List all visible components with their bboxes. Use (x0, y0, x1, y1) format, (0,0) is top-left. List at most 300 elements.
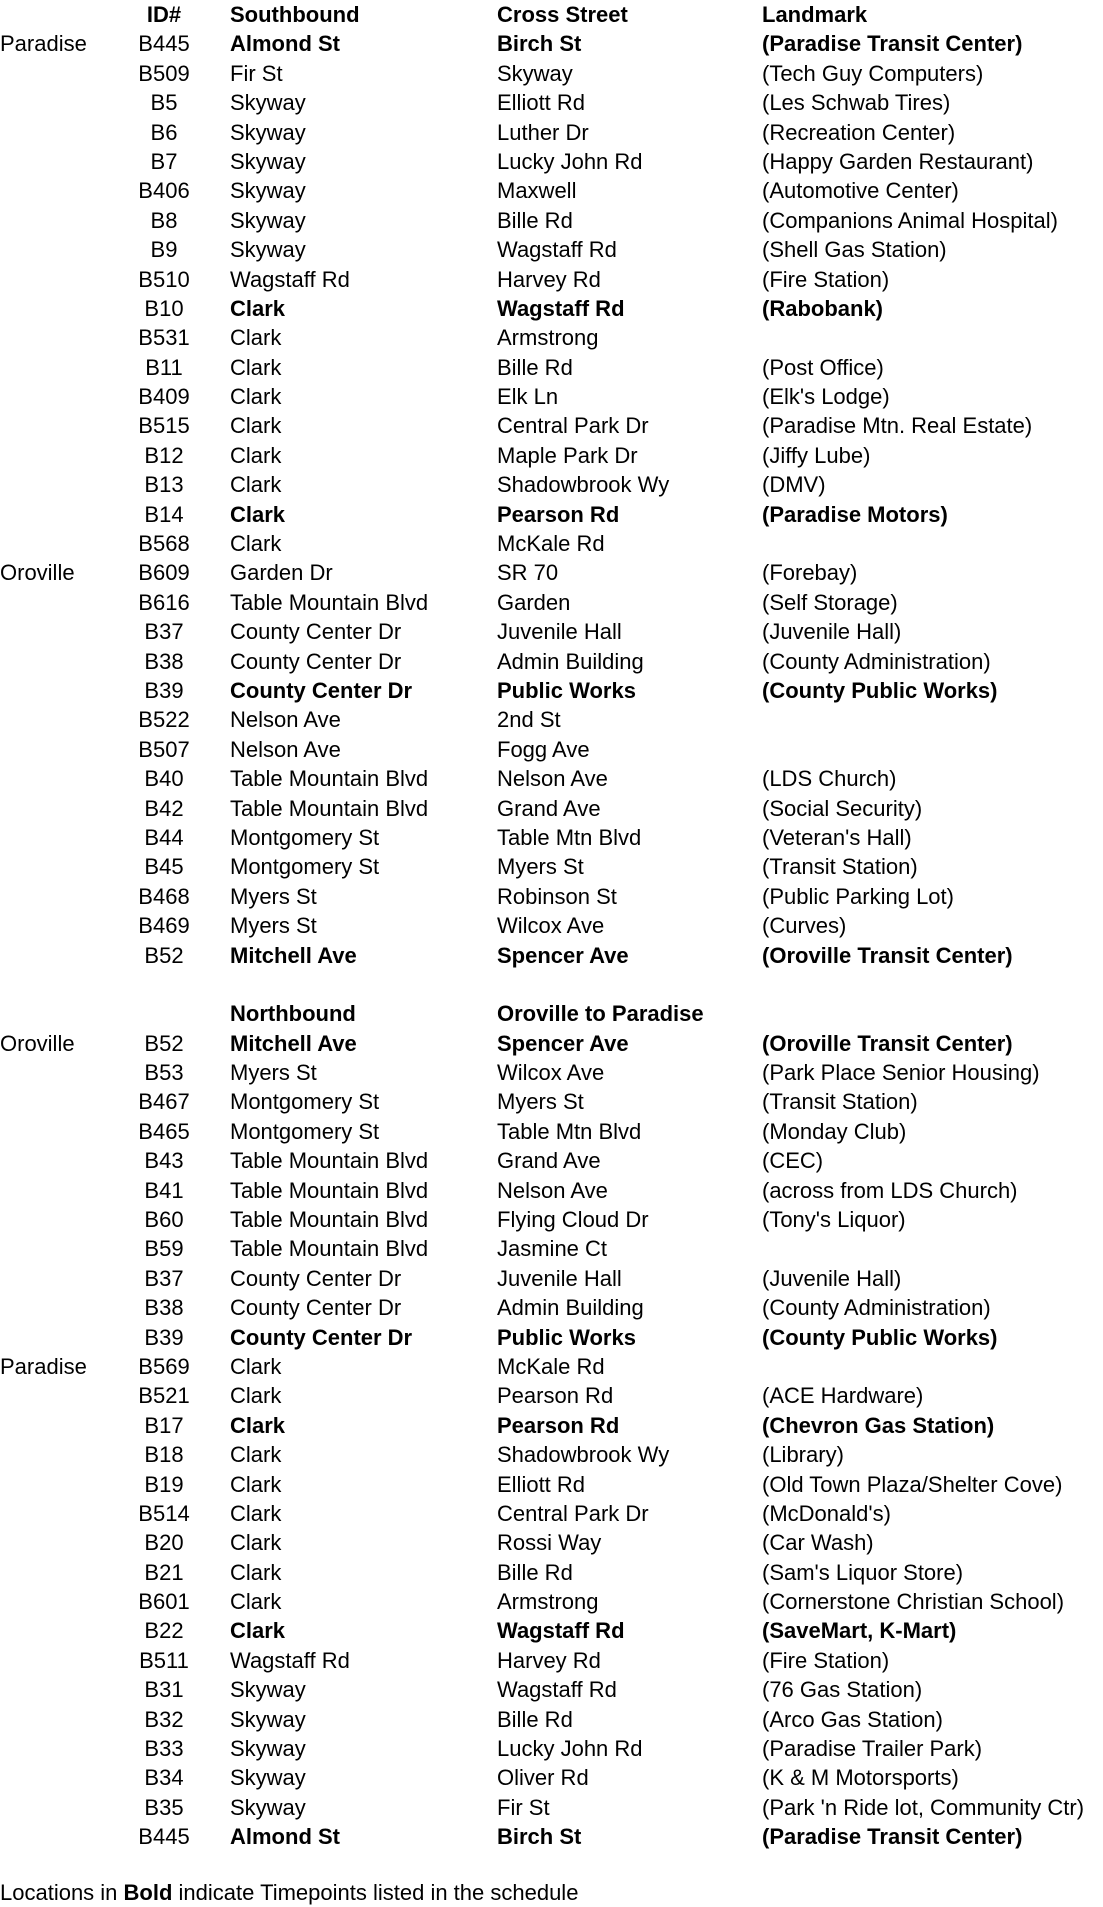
stop-row (0, 558, 1103, 587)
southbound-header: Southbound (230, 2, 360, 27)
cross-street-header: Cross Street (497, 2, 628, 27)
stop-row (0, 1822, 1103, 1851)
landmark: (Happy Garden Restaurant) (762, 148, 1034, 174)
stop-id: B33 (144, 1736, 184, 1762)
stop-id: B18 (144, 1442, 184, 1468)
stop-row (0, 1763, 1103, 1792)
stop-id: B34 (144, 1765, 184, 1791)
street-name: Clark (230, 1383, 282, 1409)
landmark: (Shell Gas Station) (762, 237, 947, 263)
street-name: Skyway (230, 237, 306, 263)
stop-id: B616 (138, 589, 190, 615)
cross-street: Fir St (497, 1794, 550, 1820)
stop-id: B22 (144, 1618, 184, 1644)
landmark: (Tony's Liquor) (762, 1207, 906, 1233)
cross-street: Grand Ave (497, 1148, 601, 1174)
stop-id: B41 (144, 1177, 184, 1203)
street-name: Table Mountain Blvd (230, 1207, 429, 1233)
stop-row (0, 323, 1103, 352)
cross-street: Wagstaff Rd (497, 295, 625, 321)
landmark: (Paradise Mtn. Real Estate) (762, 413, 1033, 439)
stop-id: B32 (144, 1706, 184, 1732)
cross-street: Birch St (497, 31, 582, 57)
street-name: Clark (230, 1530, 282, 1556)
stop-id: B38 (144, 1295, 184, 1321)
street-name: Clark (230, 442, 282, 468)
stop-id: B511 (139, 1647, 189, 1673)
stop-id: B40 (144, 766, 184, 792)
landmark: (Cornerstone Christian School) (762, 1589, 1065, 1615)
street-name: Skyway (230, 1765, 306, 1791)
street-name: Myers St (230, 1060, 317, 1086)
stop-id: B568 (138, 531, 190, 557)
cross-street: Myers St (497, 1089, 584, 1115)
stop-row (0, 500, 1103, 529)
stop-row (0, 1381, 1103, 1410)
stop-id: B6 (150, 119, 178, 145)
stop-id: B19 (144, 1471, 184, 1497)
cross-street: Wagstaff Rd (497, 1677, 617, 1703)
stop-row (0, 1440, 1103, 1469)
stop-id: B45 (144, 854, 184, 880)
cross-street: Shadowbrook Wy (497, 1442, 670, 1468)
cross-street: Elliott Rd (497, 90, 586, 116)
northbound-route-header: Oroville to Paradise (497, 1001, 704, 1027)
stop-id: B38 (144, 648, 184, 674)
street-name: Clark (230, 384, 282, 410)
street-name: Myers St (230, 883, 317, 909)
cross-street: Harvey Rd (497, 1647, 601, 1673)
northbound-header-row (0, 999, 1103, 1028)
cross-street: Table Mtn Blvd (497, 1118, 642, 1144)
stop-row (0, 676, 1103, 705)
stop-row (0, 529, 1103, 558)
stop-row (0, 588, 1103, 617)
stop-id: B507 (138, 736, 190, 762)
landmark: (Old Town Plaza/Shelter Cove) (762, 1471, 1063, 1497)
landmark: (Park 'n Ride lot, Community Ctr) (762, 1794, 1085, 1820)
stop-row (0, 1528, 1103, 1557)
stop-id: B467 (138, 1089, 190, 1115)
stop-id: B609 (138, 560, 190, 586)
landmark: (Paradise Motors) (762, 501, 948, 527)
landmark: (Rabobank) (762, 295, 883, 321)
cross-street: Grand Ave (497, 795, 601, 821)
stop-row (0, 794, 1103, 823)
street-name: Clark (230, 325, 282, 351)
stop-row (0, 1646, 1103, 1675)
street-name: Skyway (230, 207, 306, 233)
northbound-stops (0, 1029, 1103, 1852)
stop-id: B52 (144, 942, 184, 968)
landmark: (Paradise Transit Center) (762, 1824, 1023, 1850)
cross-street: Luther Dr (497, 119, 589, 145)
street-name: Garden Dr (230, 560, 333, 586)
landmark: (Tech Guy Computers) (762, 60, 984, 86)
street-name: Mitchell Ave (230, 942, 357, 968)
stop-id: B515 (138, 413, 190, 439)
stop-row (0, 823, 1103, 852)
street-name: Clark (230, 501, 286, 527)
stop-row (0, 1734, 1103, 1763)
street-name: Nelson Ave (230, 736, 341, 762)
stop-row (0, 647, 1103, 676)
stop-row (0, 1675, 1103, 1704)
stop-row (0, 1352, 1103, 1381)
landmark: (Sam's Liquor Store) (762, 1559, 964, 1585)
stop-row (0, 1117, 1103, 1146)
city-label: Paradise (0, 31, 87, 57)
street-name: Table Mountain Blvd (230, 589, 429, 615)
stop-row (0, 441, 1103, 470)
landmark: (Fire Station) (762, 1647, 890, 1673)
stop-id: B409 (138, 384, 190, 410)
cross-street: Harvey Rd (497, 266, 601, 292)
stop-id: B8 (150, 207, 178, 233)
landmark: (County Administration) (762, 648, 991, 674)
stop-row (0, 206, 1103, 235)
southbound-header-row (0, 0, 1103, 29)
stop-row (0, 705, 1103, 734)
cross-street: Public Works (497, 1324, 636, 1350)
stop-id: B11 (145, 354, 183, 380)
street-name: Clark (230, 1589, 282, 1615)
stop-row (0, 1234, 1103, 1263)
stop-row (0, 1058, 1103, 1087)
stop-row (0, 1558, 1103, 1587)
city-label: Paradise (0, 1353, 87, 1379)
street-name: Clark (230, 531, 282, 557)
cross-street: Nelson Ave (497, 766, 608, 792)
southbound-stops (0, 29, 1103, 970)
cross-street: Elliott Rd (497, 1471, 586, 1497)
city-label: Oroville (0, 1030, 75, 1056)
stop-row (0, 294, 1103, 323)
stop-id: B465 (138, 1118, 190, 1144)
stop-id: B469 (138, 913, 190, 939)
landmark: (across from LDS Church) (762, 1177, 1018, 1203)
stop-id: B601 (138, 1589, 190, 1615)
landmark: (Monday Club) (762, 1118, 907, 1144)
stop-row (0, 1264, 1103, 1293)
stop-row (0, 1146, 1103, 1175)
stop-row (0, 59, 1103, 88)
landmark: (SaveMart, K-Mart) (762, 1618, 957, 1644)
street-name: Clark (230, 1559, 282, 1585)
stop-row (0, 1587, 1103, 1616)
street-name: Skyway (230, 119, 306, 145)
street-name: Clark (230, 1618, 286, 1644)
stop-id: B21 (144, 1559, 184, 1585)
stop-row (0, 1411, 1103, 1440)
footnote-suffix: indicate Timepoints listed in the schedule (172, 1880, 579, 1905)
cross-street: Birch St (497, 1824, 582, 1850)
stop-row (0, 1087, 1103, 1116)
landmark: (Elk's Lodge) (762, 384, 890, 410)
street-name: Table Mountain Blvd (230, 766, 429, 792)
street-name: Fir St (230, 60, 283, 86)
street-name: County Center Dr (230, 677, 413, 703)
street-name: Nelson Ave (230, 707, 341, 733)
stop-id: B468 (138, 883, 190, 909)
stop-row (0, 617, 1103, 646)
stop-row (0, 147, 1103, 176)
stop-row (0, 911, 1103, 940)
stop-id: B10 (144, 295, 184, 321)
landmark: (Juvenile Hall) (762, 619, 902, 645)
landmark: (Public Parking Lot) (762, 883, 954, 909)
stop-row (0, 1705, 1103, 1734)
cross-street: Rossi Way (497, 1530, 602, 1556)
landmark: (Chevron Gas Station) (762, 1412, 995, 1438)
landmark: (County Administration) (762, 1295, 991, 1321)
stop-id: B37 (144, 619, 184, 645)
cross-street: Wagstaff Rd (497, 1618, 625, 1644)
landmark: (K & M Motorsports) (762, 1765, 959, 1791)
stop-row (0, 941, 1103, 970)
street-name: Montgomery St (230, 1089, 380, 1115)
stop-id: B514 (138, 1500, 190, 1526)
cross-street: 2nd St (497, 707, 561, 733)
cross-street: Pearson Rd (497, 1383, 614, 1409)
street-name: Clark (230, 354, 282, 380)
stop-id: B42 (144, 795, 184, 821)
landmark: (Oroville Transit Center) (762, 1030, 1013, 1056)
cross-street: Garden (497, 589, 571, 615)
stop-row (0, 764, 1103, 793)
stop-id: B5 (150, 90, 178, 116)
stop-row (0, 1205, 1103, 1234)
landmark: (DMV) (762, 472, 826, 498)
stop-id: B35 (144, 1794, 184, 1820)
stop-id: B13 (144, 472, 184, 498)
street-name: Skyway (230, 1706, 306, 1732)
stop-row (0, 353, 1103, 382)
street-name: Skyway (230, 148, 306, 174)
stop-row (0, 1470, 1103, 1499)
stop-id: B43 (144, 1148, 184, 1174)
landmark: (Juvenile Hall) (762, 1265, 902, 1291)
stop-id: B569 (138, 1353, 190, 1379)
stop-id: B17 (144, 1412, 184, 1438)
stop-id: B445 (138, 1824, 190, 1850)
cross-street: Bille Rd (497, 1559, 573, 1585)
street-name: Table Mountain Blvd (230, 795, 429, 821)
stop-id: B59 (144, 1236, 184, 1262)
street-name: Wagstaff Rd (230, 1647, 350, 1673)
landmark: (Transit Station) (762, 1089, 918, 1115)
cross-street: McKale Rd (497, 531, 605, 557)
landmark: (Library) (762, 1442, 844, 1468)
landmark: (Arco Gas Station) (762, 1706, 943, 1732)
cross-street: Central Park Dr (497, 413, 649, 439)
street-name: County Center Dr (230, 1324, 413, 1350)
cross-street: Armstrong (497, 1589, 599, 1615)
landmark: (Les Schwab Tires) (762, 90, 951, 116)
stop-row (0, 882, 1103, 911)
street-name: Montgomery St (230, 1118, 380, 1144)
cross-street: Table Mtn Blvd (497, 824, 642, 850)
stop-row (0, 470, 1103, 499)
landmark: (Companions Animal Hospital) (762, 207, 1058, 233)
cross-street: Shadowbrook Wy (497, 472, 670, 498)
landmark: (Curves) (762, 913, 847, 939)
stop-row (0, 1323, 1103, 1352)
stop-row (0, 1616, 1103, 1645)
street-name: Clark (230, 413, 282, 439)
street-name: County Center Dr (230, 1295, 402, 1321)
cross-street: SR 70 (497, 560, 559, 586)
stop-id: B12 (144, 442, 184, 468)
cross-street: Public Works (497, 677, 636, 703)
street-name: County Center Dr (230, 1265, 402, 1291)
cross-street: Elk Ln (497, 384, 559, 410)
cross-street: Admin Building (497, 648, 644, 674)
stop-id: B14 (144, 501, 184, 527)
street-name: Clark (230, 472, 282, 498)
cross-street: Pearson Rd (497, 501, 620, 527)
stop-id: B39 (144, 1324, 184, 1350)
stop-id: B31 (144, 1677, 184, 1703)
stop-id: B406 (138, 178, 190, 204)
street-name: Almond St (230, 1824, 340, 1850)
cross-street: Wagstaff Rd (497, 237, 617, 263)
stop-row (0, 411, 1103, 440)
cross-street: Nelson Ave (497, 1177, 608, 1203)
landmark: (Jiffy Lube) (762, 442, 871, 468)
landmark: (County Public Works) (762, 677, 998, 703)
stop-id: B37 (144, 1265, 184, 1291)
cross-street: Myers St (497, 854, 584, 880)
cross-street: Bille Rd (497, 354, 573, 380)
landmark: (Park Place Senior Housing) (762, 1060, 1040, 1086)
stop-row (0, 88, 1103, 117)
stop-row (0, 118, 1103, 147)
cross-street: Maple Park Dr (497, 442, 638, 468)
stop-id: B52 (144, 1030, 184, 1056)
landmark: (Forebay) (762, 560, 858, 586)
cross-street: Bille Rd (497, 1706, 573, 1732)
northbound-header: Northbound (230, 1001, 356, 1027)
landmark: (Oroville Transit Center) (762, 942, 1013, 968)
cross-street: Admin Building (497, 1295, 644, 1321)
cross-street: Oliver Rd (497, 1765, 589, 1791)
stop-row (0, 235, 1103, 264)
city-label: Oroville (0, 560, 75, 586)
street-name: County Center Dr (230, 619, 402, 645)
cross-street: Jasmine Ct (497, 1236, 608, 1262)
stop-id: B9 (150, 237, 178, 263)
landmark-header: Landmark (762, 2, 868, 27)
cross-street: Bille Rd (497, 207, 573, 233)
street-name: Wagstaff Rd (230, 266, 350, 292)
stop-row (0, 1499, 1103, 1528)
landmark: (Transit Station) (762, 854, 918, 880)
cross-street: Spencer Ave (497, 942, 629, 968)
timepoint-footnote (0, 1878, 578, 1907)
street-name: Clark (230, 1500, 282, 1526)
section-spacer (0, 970, 1103, 999)
stop-id: B60 (144, 1207, 184, 1233)
street-name: Skyway (230, 90, 306, 116)
street-name: Table Mountain Blvd (230, 1236, 429, 1262)
landmark: (Social Security) (762, 795, 923, 821)
landmark: (Automotive Center) (762, 178, 959, 204)
landmark: (76 Gas Station) (762, 1677, 923, 1703)
stop-id: B44 (144, 824, 184, 850)
cross-street: Skyway (497, 60, 573, 86)
landmark: (Self Storage) (762, 589, 898, 615)
landmark: (LDS Church) (762, 766, 897, 792)
street-name: Clark (230, 1412, 286, 1438)
stop-id: B510 (138, 266, 190, 292)
cross-street: Lucky John Rd (497, 148, 643, 174)
street-name: County Center Dr (230, 648, 402, 674)
cross-street: Juvenile Hall (497, 619, 622, 645)
cross-street: Central Park Dr (497, 1500, 649, 1526)
landmark: (Fire Station) (762, 266, 890, 292)
landmark: (ACE Hardware) (762, 1383, 924, 1409)
cross-street: Spencer Ave (497, 1030, 629, 1056)
landmark: (Paradise Trailer Park) (762, 1736, 983, 1762)
stop-row (0, 382, 1103, 411)
cross-street: Wilcox Ave (497, 913, 605, 939)
street-name: Mitchell Ave (230, 1030, 357, 1056)
stop-id: B531 (138, 325, 190, 351)
stop-id: B53 (144, 1060, 184, 1086)
street-name: Montgomery St (230, 854, 380, 880)
street-name: Clark (230, 1353, 282, 1379)
cross-street: Fogg Ave (497, 736, 590, 762)
cross-street: Robinson St (497, 883, 617, 909)
stop-id: B20 (144, 1530, 184, 1556)
footnote-bold-word: Bold (123, 1880, 173, 1905)
street-name: Table Mountain Blvd (230, 1148, 429, 1174)
street-name: Myers St (230, 913, 317, 939)
street-name: Skyway (230, 178, 306, 204)
street-name: Clark (230, 1442, 282, 1468)
stop-row (0, 735, 1103, 764)
footnote-prefix: Locations in (0, 1880, 124, 1905)
stop-row (0, 1176, 1103, 1205)
street-name: Almond St (230, 31, 340, 57)
stop-id: B39 (144, 677, 184, 703)
stop-row (0, 176, 1103, 205)
id-column-header: ID# (146, 2, 182, 27)
stop-row (0, 852, 1103, 881)
stop-row (0, 29, 1103, 58)
landmark: (McDonald's) (762, 1500, 891, 1526)
street-name: Clark (230, 1471, 282, 1497)
street-name: Skyway (230, 1736, 306, 1762)
stop-id: B522 (138, 707, 190, 733)
cross-street: Pearson Rd (497, 1412, 620, 1438)
cross-street: Maxwell (497, 178, 577, 204)
stop-row (0, 1793, 1103, 1822)
stop-row (0, 265, 1103, 294)
cross-street: Flying Cloud Dr (497, 1207, 649, 1233)
stop-id: B521 (138, 1383, 190, 1409)
cross-street: Armstrong (497, 325, 599, 351)
stop-id: B7 (150, 148, 178, 174)
stop-row (0, 1029, 1103, 1058)
landmark: (Recreation Center) (762, 119, 956, 145)
cross-street: Juvenile Hall (497, 1265, 622, 1291)
street-name: Skyway (230, 1794, 306, 1820)
stop-id: B509 (138, 60, 190, 86)
stop-row (0, 1293, 1103, 1322)
landmark: (Car Wash) (762, 1530, 874, 1556)
